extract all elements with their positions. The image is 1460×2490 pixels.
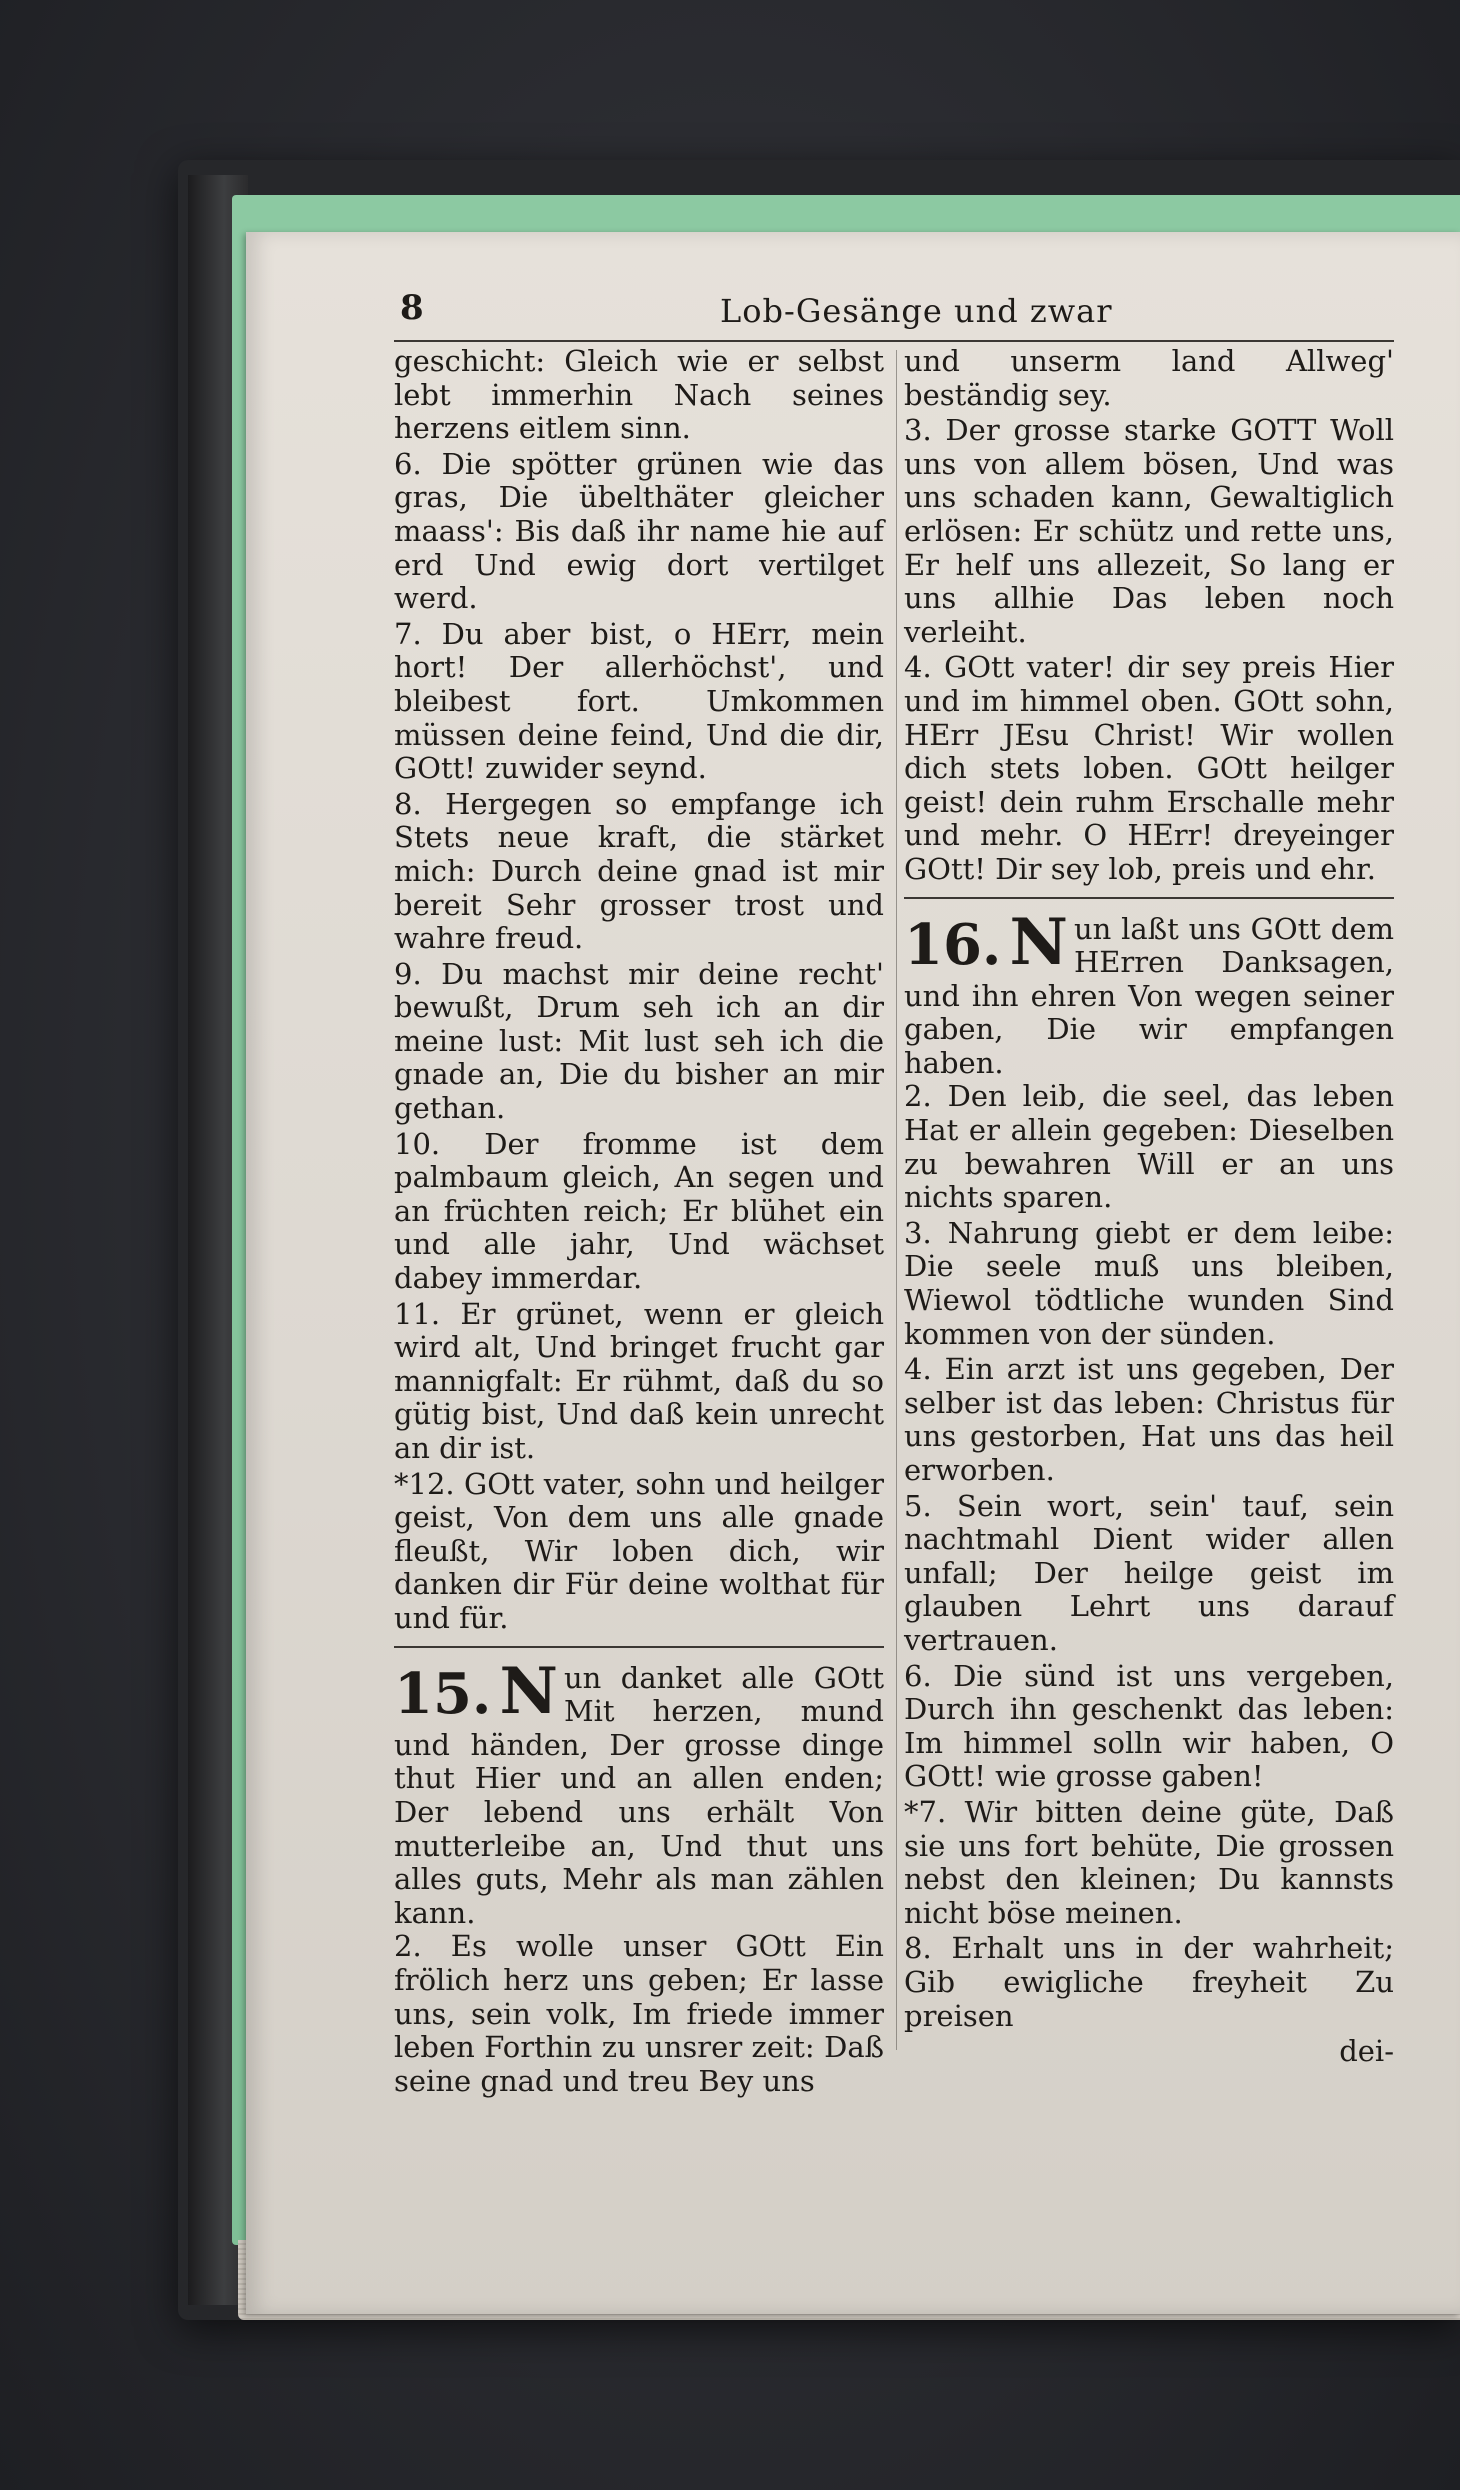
drop-cap: N (499, 1653, 558, 1729)
verse-text: und unserm land Allweg' beständig sey. (904, 344, 1394, 412)
running-title: Lob-Gesänge und zwar (720, 292, 1113, 330)
hymn-separator-rule (394, 1646, 884, 1648)
hymn-16-verse-3: 3. Nahrung giebt er dem leibe: Die seele muß uns bleiben, Wiewol tödtliche wunden Sind kommen von der sünden. (904, 1215, 1394, 1351)
hymn-15-verse-2: 2. Es wolle unser GOtt Ein frölich herz uns geben; Er lasse uns, sein volk, Im friede immer leben Forthin zu unsrer zeit: Daß seine gnad und treu Bey uns (394, 1929, 884, 2098)
left-column (394, 345, 884, 2100)
hymn-15 (394, 1653, 884, 1931)
verse-7: 7. Du aber bist, o HErr, mein hort! Der allerhöchst', und bleibest fort. Umkommen müssen deine feind, Und die dir, GOtt! zuwider seynd. (394, 616, 884, 786)
header-rule (394, 340, 1394, 342)
hymn-16-verse-6: 6. Die sünd ist uns vergeben, Durch ihn geschenkt das leben: Im himmel solln wir haben, O GOtt! wie grosse gaben! (904, 1658, 1394, 1794)
hymn-separator-rule (904, 897, 1394, 899)
verse-8: 8. Hergegen so empfange ich Stets neue kraft, die stärket mich: Durch deine gnad ist mir bereit Sehr grosser trost und wahre freud. (394, 786, 884, 956)
verse-text: geschicht: Gleich wie er selbst lebt immerhin Nach seines herzens eitlem sinn. (394, 344, 884, 446)
hymn-15-verse-1: un danket alle GOtt Mit herzen, mund und händen, Der grosse dinge thut Hier und an allen enden; Der lebend uns erhält Von mutterleibe an, Und thut uns alles guts, Mehr als man zählen kann. (394, 1660, 884, 1930)
column-divider (896, 350, 897, 2050)
page-number: 8 (400, 288, 424, 328)
hymn-16-verse-7: *7. Wir bitten deine güte, Daß sie uns fort behüte, Die grossen nebst den kleinen; Du kannsts nicht böse meinen. (904, 1794, 1394, 1930)
hymn-16-verse-4: 4. Ein arzt ist uns gegeben, Der selber ist das leben: Christus für uns gestorben, Hat uns das heil erworben. (904, 1352, 1394, 1487)
verse-4: 4. GOtt vater! dir sey preis Hier und im himmel oben. GOtt sohn, HErr JEsu Christ! Wir wollen dich stets loben. GOtt heilger geist! dein ruhm Erschalle mehr und mehr. O HErr! dreyeinger GOtt! Dir sey lob, preis und ehr. (904, 650, 1394, 886)
verse-11: 11. Er grünet, wenn er gleich wird alt, Und bringet frucht gar mannigfalt: Er rühmt, daß du so gütig bist, Und daß kein unrecht an dir ist. (394, 1296, 884, 1465)
verse-3: 3. Der grosse starke GOTT Woll uns von allem bösen, Und was uns schaden kann, Gewaltiglich erlösen: Er schütz und rette uns, Er helf uns allezeit, So lang er uns allhie Das leben noch verleiht. (904, 413, 1394, 649)
verse-10: 10. Der fromme ist dem palmbaum gleich, An segen und an früchten reich; Er blühet ein und alle jahr, Und wächset dabey immerdar. (394, 1126, 884, 1296)
hymn-number: 15. (394, 1660, 492, 1727)
hymn-16-verse-1: un laßt uns GOtt dem HErren Danksagen, und ihn ehren Von wegen seiner gaben, Die wir empfangen haben. (904, 911, 1394, 1080)
right-column (904, 345, 1394, 2071)
catchword: dei- (1339, 2034, 1394, 2069)
hymn-16-verse-2: 2. Den leib, die seel, das leben Hat er allein gegeben: Dieselben zu bewahren Will er an uns nichts sparen. (904, 1079, 1394, 1215)
hymn-16-verse-5: 5. Sein wort, sein' tauf, sein nachtmahl Dient wider allen unfall; Der heilge geist im glauben Lehrt uns darauf vertrauen. (904, 1488, 1394, 1657)
hymn-16-verse-8: 8. Erhalt uns in der wahrheit; Gib ewigliche freyheit Zu preisen (904, 1931, 1394, 2033)
verse-6: 6. Die spötter grünen wie das gras, Die übelthäter gleicher maass': Bis daß ihr name hie auf erd Und ewig dort vertilget werd. (394, 446, 884, 616)
drop-cap: N (1009, 904, 1068, 980)
verse-9: 9. Du machst mir deine recht' bewußt, Drum seh ich an dir meine lust: Mit lust seh ich die gnade an, Die du bisher an mir gethan. (394, 956, 884, 1126)
hymn-number: 16. (904, 911, 1002, 978)
verse-12: *12. GOtt vater, sohn und heilger geist, Von dem uns alle gnade fleußt, Wir loben dich, wir danken dir Für deine wolthat für und für. (394, 1466, 884, 1635)
hymn-16 (904, 904, 1394, 1081)
